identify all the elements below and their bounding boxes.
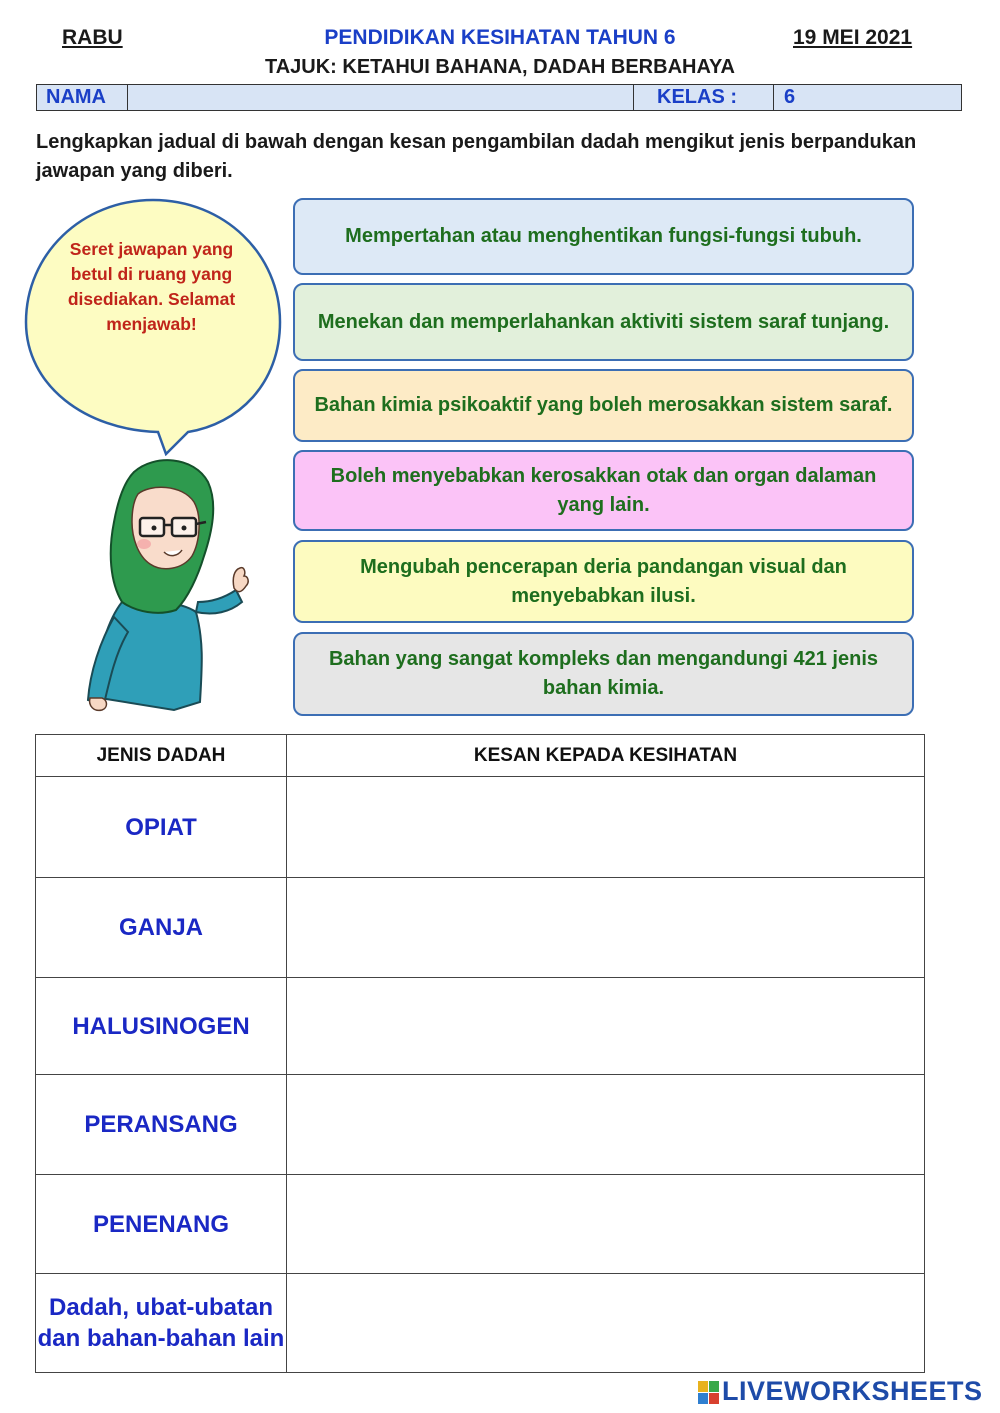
drug-type-cell: PERANSANG (36, 1075, 287, 1175)
table-row (36, 1274, 925, 1373)
header-topic: TAJUK: KETAHUI BAHANA, DADAH BERBAHAYA (264, 56, 736, 78)
answer-card-3[interactable] (293, 369, 914, 442)
header-subject: PENDIDIKAN KESIHATAN TAHUN 6 (324, 26, 676, 49)
drug-type-cell: HALUSINOGEN (36, 978, 287, 1075)
drug-type-cell: OPIAT (36, 777, 287, 878)
answer-card-text: Mengubah pencerapan deria pandangan visual dan menyebabkan ilusi. (360, 555, 847, 607)
instruction-text: Lengkapkan jadual di bawah dengan kesan pengambilan dadah mengikut jenis berpandukan jawapan yang diberi. (36, 131, 917, 182)
answer-drop-zone[interactable] (287, 978, 925, 1075)
table-row (36, 878, 925, 978)
table-row (36, 1175, 925, 1274)
answer-card-2[interactable] (293, 283, 914, 361)
header-date: 19 MEI 2021 (793, 26, 913, 49)
name-input[interactable] (128, 85, 634, 110)
answer-drop-zone[interactable] (287, 1274, 925, 1373)
table-row (36, 777, 925, 878)
column-header-drug-type: JENIS DADAH (36, 735, 287, 777)
answer-card-text: Mempertahan atau menghentikan fungsi-fungsi tubuh. (345, 225, 862, 247)
class-label: KELAS : (634, 85, 774, 110)
answer-drop-zone[interactable] (287, 1175, 925, 1274)
table-header-row (36, 735, 925, 777)
drug-type-cell: Dadah, ubat-ubatan dan bahan-bahan lain (36, 1274, 287, 1373)
answer-card-1[interactable] (293, 198, 914, 275)
answer-card-text: Bahan yang sangat kompleks dan mengandungi 421 jenis bahan kimia. (328, 648, 879, 699)
drug-type-cell: PENENANG (36, 1175, 287, 1274)
answer-card-5[interactable] (293, 540, 914, 623)
liveworksheets-brand: LIVEWORKSHEETS (722, 1376, 983, 1406)
teacher-cartoon-icon (84, 452, 254, 714)
name-label: NAMA (37, 85, 128, 110)
column-header-health-effect: KESAN KEPADA KESIHATAN (287, 735, 925, 777)
drug-effects-table (35, 734, 925, 1373)
answer-drop-zone[interactable] (287, 1075, 925, 1175)
liveworksheets-logo-icon (698, 1381, 720, 1405)
student-info-bar (36, 84, 962, 111)
class-value: 6 (784, 86, 796, 108)
table-row (36, 1075, 925, 1175)
answer-card-text: Menekan dan memperlahankan aktiviti sistem saraf tunjang. (317, 310, 890, 333)
table-row (36, 978, 925, 1075)
header-day: RABU (62, 26, 123, 49)
answer-drop-zone[interactable] (287, 777, 925, 878)
drug-type-cell: GANJA (36, 878, 287, 978)
answer-card-text: Bahan kimia psikoaktif yang boleh merosakkan sistem saraf. (314, 394, 893, 416)
answer-drop-zone[interactable] (287, 878, 925, 978)
speech-bubble-text: Seret jawapan yang betul di ruang yang disediakan. Selamat menjawab! (67, 239, 236, 334)
answer-card-4[interactable] (293, 450, 914, 531)
answer-card-text: Boleh menyebabkan kerosakkan otak dan organ dalaman yang lain. (330, 464, 877, 516)
answer-card-6[interactable] (293, 632, 914, 716)
